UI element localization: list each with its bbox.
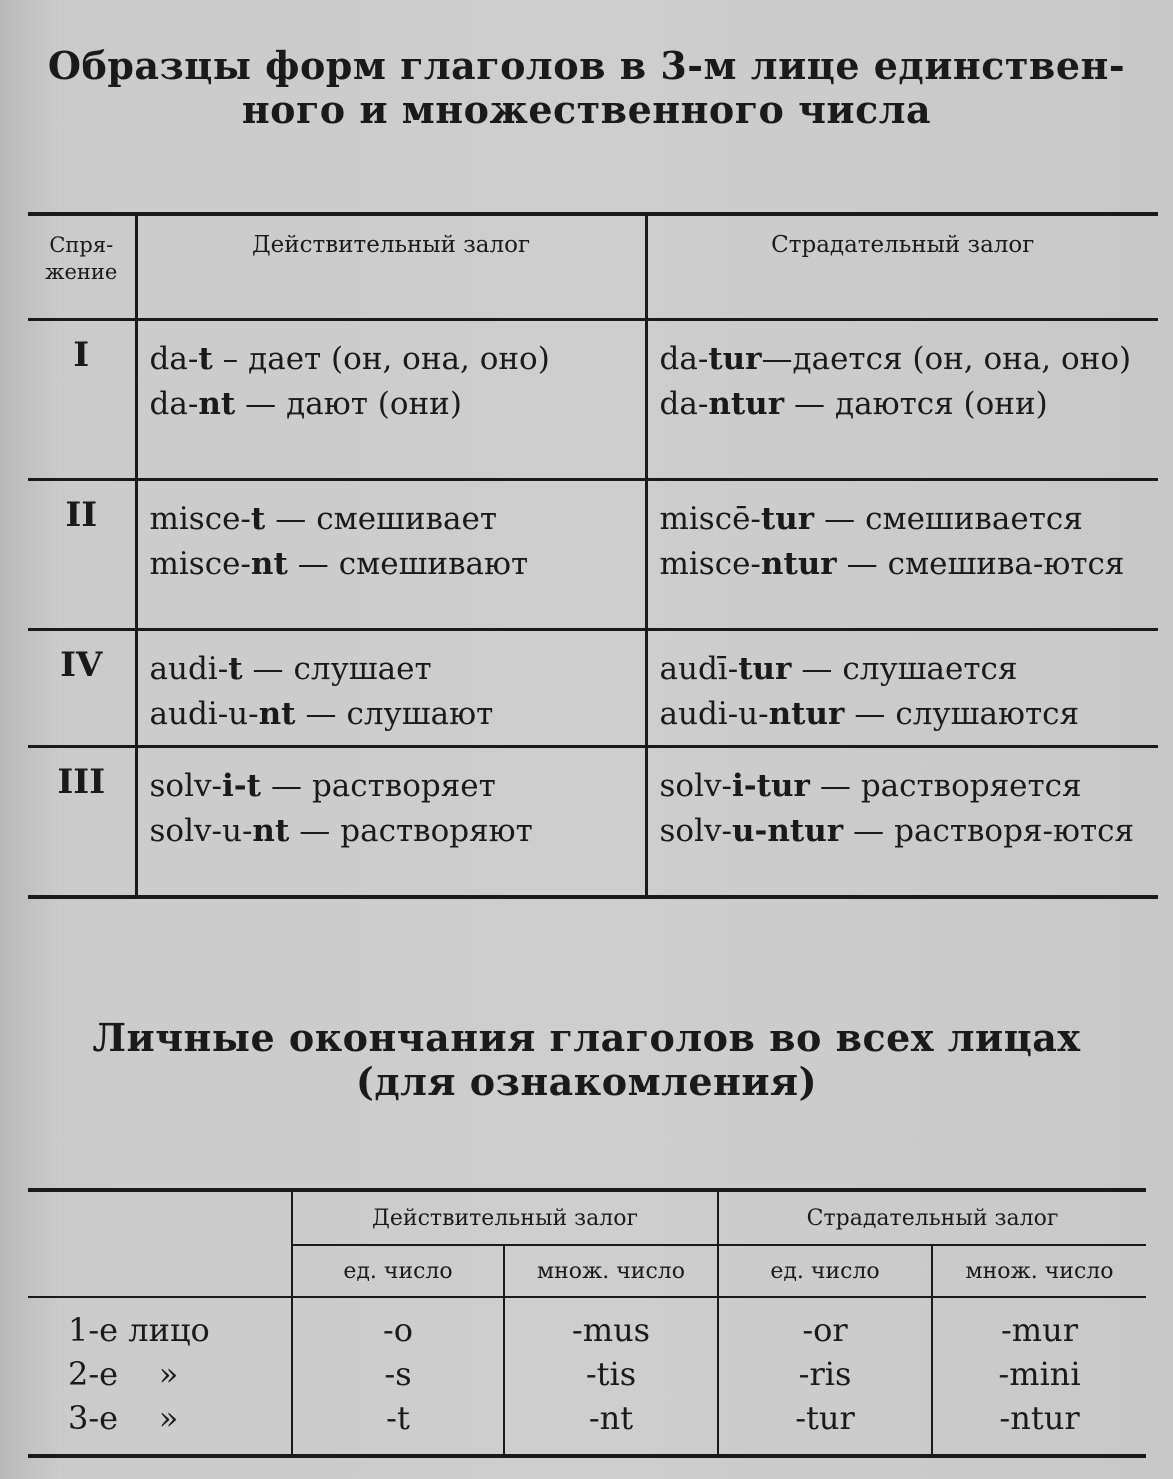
section1-title [20,44,1153,132]
table-row [28,1297,1146,1352]
active-voice-header: Действительный залог [136,214,646,320]
form-line [150,764,639,809]
active-plural-header: множ. число [504,1245,718,1297]
form-ending: tur [738,651,792,687]
form-gloss: слушают [346,696,494,732]
table1-header-row [28,214,1158,320]
person-header-blank [28,1190,292,1297]
ending-cell: -o [292,1297,504,1352]
form-line [150,809,639,854]
passive-voice-header: Страдательный залог [646,214,1158,320]
form-stem: audi- [149,651,229,687]
section2-title-line1: Личные окончания глаголов во всех лицах [92,1015,1081,1060]
form-ending: t [228,651,243,687]
form-line [150,497,639,542]
form-gloss: дают (они) [286,386,462,422]
passive-forms-cell [646,747,1158,897]
form-separator: — [801,651,833,687]
form-line [660,809,1153,854]
form-separator: — [305,696,337,732]
form-ending: tur [760,501,815,537]
table2-header-row-voice [28,1190,1146,1245]
form-ending: nt [258,696,296,732]
conjugation-number: II [28,480,136,630]
ending-cell: -nt [504,1396,718,1456]
form-line [660,764,1153,809]
ending-cell: -ntur [932,1396,1146,1456]
table-row [28,320,1158,480]
form-separator: — [819,768,851,804]
form-line [150,382,639,427]
form-stem: da- [659,341,709,377]
form-line [660,647,1153,692]
form-gloss: даются (они) [835,386,1048,422]
passive-forms-cell [646,320,1158,480]
form-gloss: растворя-ются [894,813,1135,849]
passive-singular-header: ед. число [718,1245,932,1297]
form-gloss: слушается [842,651,1018,687]
form-stem: audi-u- [149,696,259,732]
person-label: 1-е лицо [68,1311,210,1349]
table-row [28,747,1158,897]
form-separator: — [854,696,886,732]
form-line [150,337,639,382]
table-row [28,630,1158,747]
form-stem: audi-u- [659,696,769,732]
form-gloss: дает (он, она, оно) [248,341,550,377]
ending-cell: -tur [718,1396,932,1456]
form-separator: — [794,386,826,422]
conjugation-header-line1: Спря- [49,233,114,257]
form-stem: da- [149,386,199,422]
conjugation-number: III [28,747,136,897]
form-stem: miscē- [659,501,761,537]
ending-cell: -mur [932,1297,1146,1352]
ending-cell: -tis [504,1352,718,1396]
form-stem: misce- [659,546,761,582]
ending-cell: -t [292,1396,504,1456]
section2-title [20,1016,1153,1104]
ending-cell: -s [292,1352,504,1396]
form-separator: — [761,341,793,377]
form-gloss: смешивают [338,546,529,582]
form-gloss: смешивает [316,501,497,537]
passive-plural-header: множ. число [932,1245,1146,1297]
ending-cell: -mini [932,1352,1146,1396]
form-ending: nt [198,386,236,422]
form-stem: solv- [659,813,732,849]
form-gloss: растворяет [311,768,496,804]
form-stem: solv-u- [149,813,253,849]
form-line [660,337,1153,382]
form-separator: — [270,768,302,804]
form-separator: — [299,813,331,849]
form-gloss: смешива-ются [887,546,1125,582]
ending-cell: -ris [718,1352,932,1396]
form-stem: da- [149,341,199,377]
form-line [660,497,1153,542]
form-line [660,382,1153,427]
conjugation-header [28,214,136,320]
person-label: 2-е » [68,1355,179,1393]
form-gloss: смешивается [865,501,1083,537]
form-gloss: растворяется [860,768,1082,804]
passive-forms-cell [646,630,1158,747]
passive-forms-cell [646,480,1158,630]
form-separator: — [245,386,277,422]
form-ending: ntur [760,546,837,582]
ending-cell: -mus [504,1297,718,1352]
conjugation-header-line2: жение [45,260,118,284]
form-stem: audī- [659,651,739,687]
table-row [28,1396,1146,1456]
form-stem: da- [659,386,709,422]
form-line [150,647,639,692]
form-gloss: дается (он, она, оно) [792,341,1132,377]
form-gloss: слушает [293,651,432,687]
section2-title-line2: (для ознакомления) [355,1059,818,1104]
table-row [28,1352,1146,1396]
form-stem: solv- [659,768,732,804]
section1-title-line1: Образцы форм глаголов в 3-м лице единствен- [47,43,1126,88]
form-gloss: растворяют [340,813,533,849]
active-forms-cell [136,747,646,897]
conjugation-number: I [28,320,136,480]
form-ending: nt [252,813,290,849]
form-stem: misce- [149,546,251,582]
form-ending: t [198,341,213,377]
active-forms-cell [136,480,646,630]
form-line [150,542,639,587]
form-separator: — [853,813,885,849]
form-ending: u-ntur [731,813,844,849]
active-voice-header: Действительный залог [292,1190,718,1245]
form-ending: tur [708,341,762,377]
ending-cell: -or [718,1297,932,1352]
conjugation-number: IV [28,630,136,747]
form-ending: ntur [708,386,785,422]
personal-endings-table [28,1188,1146,1458]
form-separator: – [222,341,239,377]
form-separator: — [275,501,307,537]
active-singular-header: ед. число [292,1245,504,1297]
form-ending: nt [250,546,288,582]
table-row [28,480,1158,630]
form-separator: — [824,501,856,537]
passive-voice-header: Страдательный залог [718,1190,1146,1245]
form-separator: — [252,651,284,687]
form-ending: i-t [221,768,261,804]
form-ending: i-tur [731,768,810,804]
active-forms-cell [136,320,646,480]
form-gloss: слушаются [895,696,1080,732]
form-separator: — [297,546,329,582]
form-ending: ntur [768,696,845,732]
form-ending: t [250,501,266,537]
form-line [150,692,639,737]
form-stem: solv- [149,768,222,804]
form-line [660,692,1153,737]
person-label: 3-е » [28,1396,292,1456]
form-line [660,542,1153,587]
active-forms-cell [136,630,646,747]
third-person-forms-table [28,212,1158,899]
form-separator: — [846,546,878,582]
form-stem: misce- [149,501,251,537]
section1-title-line2: ного и множественного числа [241,87,932,132]
